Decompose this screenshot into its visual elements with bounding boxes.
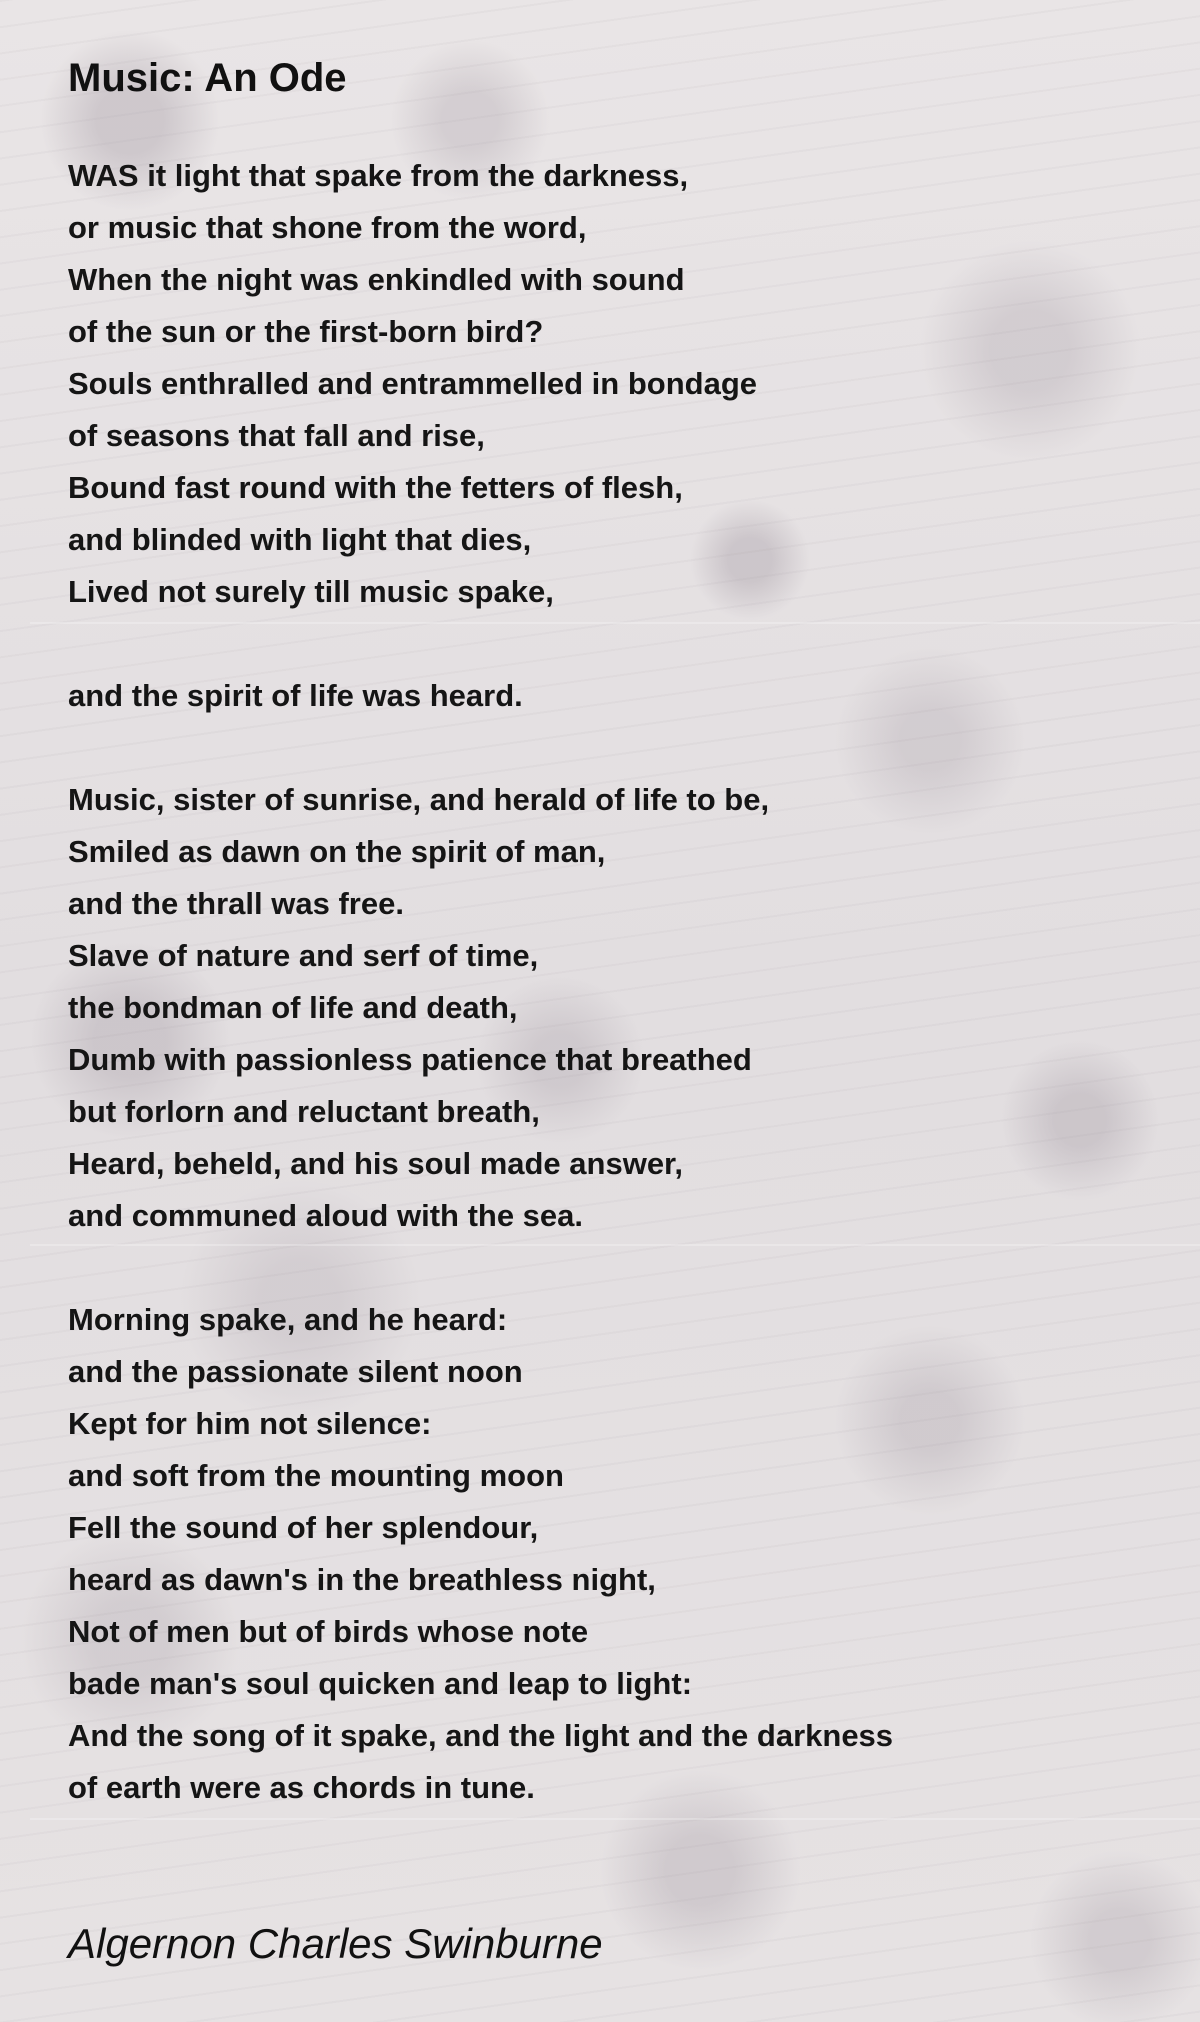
poem-line: and soft from the mounting moon <box>68 1458 564 1493</box>
poem-line: Heard, beheld, and his soul made answer, <box>68 1146 684 1181</box>
poem-line: Fell the sound of her splendour, <box>68 1510 539 1545</box>
poem-line: Lived not surely till music spake, <box>68 574 554 609</box>
poem-stanza <box>68 1294 1168 1814</box>
poem-body <box>68 150 1168 1866</box>
poem-line: and blinded with light that dies, <box>68 522 532 557</box>
poem-line: and the spirit of life was heard. <box>68 678 523 713</box>
poem-line: And the song of it spake, and the light and the darkness <box>68 1718 894 1753</box>
poem-line: Kept for him not silence: <box>68 1406 432 1441</box>
poem-line: Slave of nature and serf of time, <box>68 938 539 973</box>
poem-line: or music that shone from the word, <box>68 210 587 245</box>
poem-line: Not of men but of birds whose note <box>68 1614 589 1649</box>
poem-line: the bondman of life and death, <box>68 990 518 1025</box>
poem-line: and the passionate silent noon <box>68 1354 523 1389</box>
poem-line: of seasons that fall and rise, <box>68 418 485 453</box>
poem-stanza <box>68 670 1168 722</box>
poem-line: of earth were as chords in tune. <box>68 1770 535 1805</box>
poem-line: and communed aloud with the sea. <box>68 1198 584 1233</box>
poem-line: Music, sister of sunrise, and herald of life to be, <box>68 782 770 817</box>
poem-line: When the night was enkindled with sound <box>68 262 685 297</box>
poem-stanza <box>68 774 1168 1242</box>
poem-stanza <box>68 150 1168 618</box>
poem-line: bade man's soul quicken and leap to light: <box>68 1666 693 1701</box>
poem-line: of the sun or the first-born bird? <box>68 314 544 349</box>
poem-line: and the thrall was free. <box>68 886 404 921</box>
poem-line: Souls enthralled and entrammelled in bondage <box>68 366 758 401</box>
poem-author: Algernon Charles Swinburne <box>68 1920 603 1967</box>
poem-line: Morning spake, and he heard: <box>68 1302 508 1337</box>
poem-line: Smiled as dawn on the spirit of man, <box>68 834 606 869</box>
poem-line: but forlorn and reluctant breath, <box>68 1094 540 1129</box>
poem-line: WAS it light that spake from the darkness, <box>68 158 689 193</box>
poem-title: Music: An Ode <box>68 56 347 100</box>
poem-line: heard as dawn's in the breathless night, <box>68 1562 656 1597</box>
poem-line: Bound fast round with the fetters of flesh, <box>68 470 683 505</box>
poem-line: Dumb with passionless patience that breathed <box>68 1042 752 1077</box>
